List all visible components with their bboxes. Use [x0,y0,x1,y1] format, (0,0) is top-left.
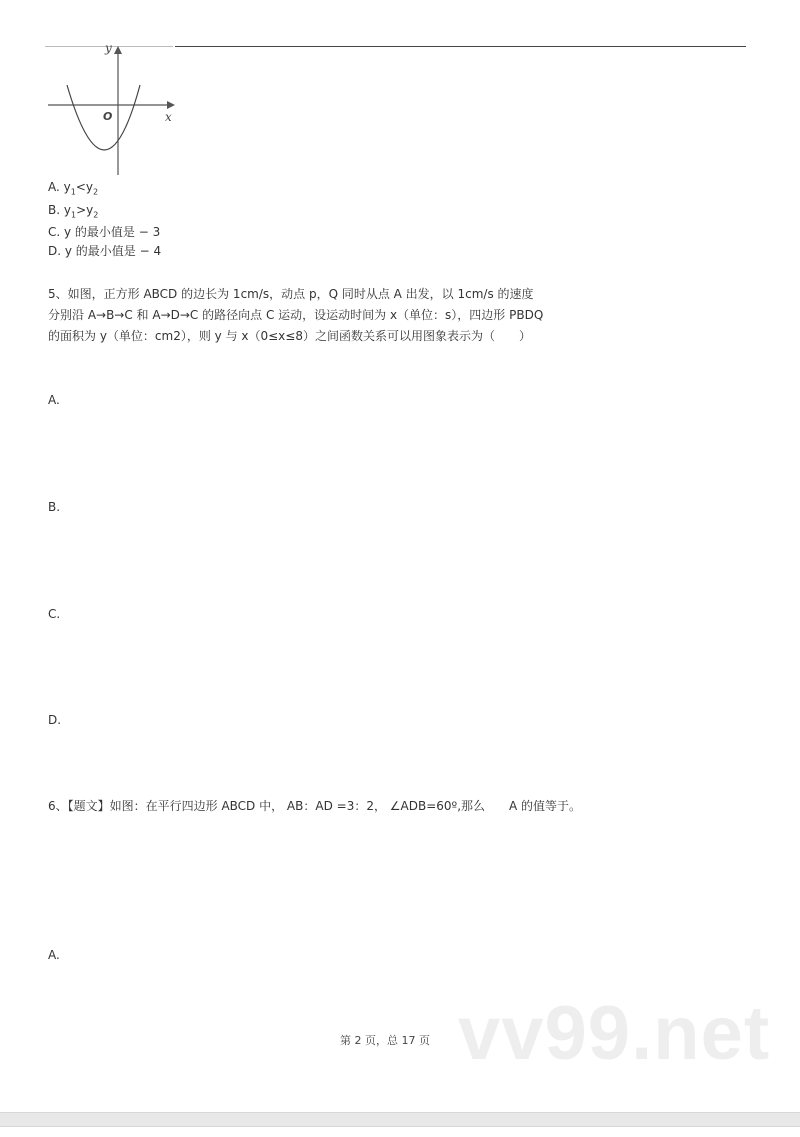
q5-option-a: A. [48,393,60,407]
q5-line-3: 的面积为 y（单位：cm2），则 y 与 x（0≤x≤8）之间函数关系可以用图象表示为（ ） [48,329,531,343]
x-axis-label: x [165,110,172,124]
parabola-graph [40,40,190,180]
q5-line-1: 5、如图，正方形 ABCD 的边长为 1cm/s，动点 p，Q 同时从点 A 出发，以 1cm/s 的速度 [48,287,534,301]
q5-option-c: C. [48,607,61,621]
origin-label: O [103,110,113,123]
q4-option-b: B. $y_1>y_2$ [48,203,99,220]
y-axis-label: y [105,41,112,55]
q4-option-c: C. y 的最小值是 − 3 [48,225,161,239]
y-axis-arrow-icon [114,46,122,54]
page-footer: 第 2 页，总 17 页 [340,1034,430,1047]
q6-text: 6、【题文】如图：在平行四边形 ABCD 中， AB：AD =3：2， ∠ADB=60º,那么 A 的值等于。 [48,799,582,813]
q5-option-d: D. [48,713,62,727]
q4-option-d: D. y 的最小值是 − 4 [48,244,162,258]
watermark: vv99.net [458,991,771,1076]
x-axis-arrow-icon [167,101,175,109]
page-separator [0,1112,800,1127]
q6-option-a: A. [48,948,60,962]
header-rule [175,46,746,47]
q4-option-a: A. $y_1<y_2$ [48,180,99,197]
q5-line-2: 分别沿 A→B→C 和 A→D→C 的路径向点 C 运动，设运动时间为 x（单位：s），四边形 PBDQ [48,308,544,322]
q5-option-b: B. [48,500,61,514]
